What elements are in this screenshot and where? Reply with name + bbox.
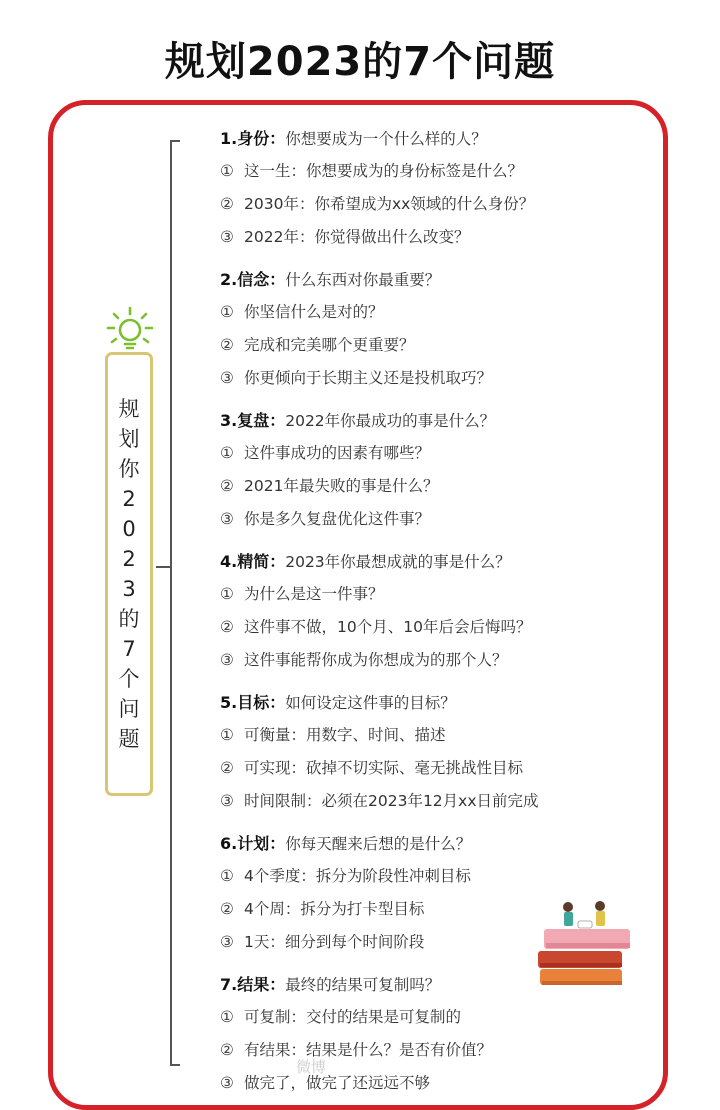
side-label-char: 你 bbox=[118, 457, 140, 481]
question-number: 4.精简： bbox=[220, 552, 286, 571]
sub-question-marker: ① bbox=[220, 444, 234, 462]
sub-question-text: 这件事不做，10个月、10年后会后悔吗？ bbox=[244, 618, 532, 636]
side-label-char: 7 bbox=[122, 637, 136, 661]
question-number: 6.计划： bbox=[220, 834, 286, 853]
sub-question bbox=[220, 1001, 660, 1034]
question-heading bbox=[220, 686, 660, 719]
sub-question-marker: ③ bbox=[220, 510, 234, 528]
sub-question bbox=[220, 719, 660, 752]
sub-question-marker: ② bbox=[220, 1041, 234, 1059]
side-label-char: 2 bbox=[122, 487, 136, 511]
sub-question-text: 这件事成功的因素有哪些？ bbox=[244, 444, 431, 462]
sub-question-marker: ③ bbox=[220, 228, 234, 246]
question-heading bbox=[220, 404, 660, 437]
question-text: 2023年你最想成就的事是什么？ bbox=[285, 553, 511, 571]
question-heading bbox=[220, 827, 660, 860]
sub-question bbox=[220, 785, 660, 818]
question-section bbox=[220, 545, 660, 677]
question-number: 5.目标： bbox=[220, 693, 286, 712]
side-label-char: 问 bbox=[118, 697, 140, 721]
sub-question-marker: ② bbox=[220, 195, 234, 213]
sub-question bbox=[220, 611, 660, 644]
sub-question bbox=[220, 578, 660, 611]
lightbulb-icon bbox=[106, 306, 154, 354]
sub-question-marker: ① bbox=[220, 162, 234, 180]
question-heading bbox=[220, 122, 660, 155]
question-number: 7.结果： bbox=[220, 975, 286, 994]
sub-question-marker: ② bbox=[220, 900, 234, 918]
question-section bbox=[220, 263, 660, 395]
sub-question-marker: ② bbox=[220, 477, 234, 495]
sub-question-text: 2022年：你觉得做出什么改变？ bbox=[244, 228, 470, 246]
sub-question bbox=[220, 470, 660, 503]
sub-question-text: 可衡量：用数字、时间、描述 bbox=[244, 726, 446, 744]
question-number: 3.复盘： bbox=[220, 411, 286, 430]
sub-question-text: 这一生：你想要成为的身份标签是什么？ bbox=[244, 162, 524, 180]
side-label-char: 划 bbox=[118, 427, 140, 451]
sub-question bbox=[220, 296, 660, 329]
sub-question-text: 时间限制：必须在2023年12月xx日前完成 bbox=[244, 792, 539, 810]
sub-question-text: 你更倾向于长期主义还是投机取巧？ bbox=[244, 369, 493, 387]
question-heading bbox=[220, 263, 660, 296]
sub-question-text: 2030年：你希望成为xx领域的什么身份？ bbox=[244, 195, 535, 213]
sub-question-text: 有结果：结果是什么？是否有价值？ bbox=[244, 1041, 493, 1059]
side-label-char: 题 bbox=[118, 727, 140, 751]
sub-question bbox=[220, 437, 660, 470]
sub-question-text: 这件事能帮你成为你想成为的那个人？ bbox=[244, 651, 508, 669]
question-section bbox=[220, 404, 660, 536]
sub-question-text: 可实现：砍掉不切实际、毫无挑战性目标 bbox=[244, 759, 524, 777]
question-number: 1.身份： bbox=[220, 129, 286, 148]
sub-question-marker: ③ bbox=[220, 933, 234, 951]
sub-question-marker: ② bbox=[220, 759, 234, 777]
sub-question-text: 你坚信什么是对的？ bbox=[244, 303, 384, 321]
question-text: 你每天醒来后想的是什么？ bbox=[285, 835, 472, 853]
books-illustration bbox=[534, 895, 634, 990]
sub-question-marker: ① bbox=[220, 585, 234, 603]
bracket-tick bbox=[156, 566, 170, 568]
question-section bbox=[220, 122, 660, 254]
sub-question-marker: ① bbox=[220, 867, 234, 885]
side-label-char: 3 bbox=[122, 577, 136, 601]
sub-question-marker: ③ bbox=[220, 792, 234, 810]
section-gap bbox=[220, 395, 660, 404]
page-title: 规划2023的7个问题 bbox=[164, 39, 556, 85]
sub-question-marker: ③ bbox=[220, 651, 234, 669]
sub-question-text: 可复制：交付的结果是可复制的 bbox=[244, 1008, 462, 1026]
sub-question-marker: ① bbox=[220, 1008, 234, 1026]
sub-question-text: 2021年最失败的事是什么？ bbox=[244, 477, 439, 495]
sub-question-text: 你是多久复盘优化这件事？ bbox=[244, 510, 431, 528]
sub-question bbox=[220, 329, 660, 362]
sub-question-text: 完成和完美哪个更重要？ bbox=[244, 336, 415, 354]
question-text: 你想要成为一个什么样的人？ bbox=[285, 130, 487, 148]
question-text: 2022年你最成功的事是什么？ bbox=[285, 412, 496, 430]
sub-question-marker: ① bbox=[220, 726, 234, 744]
question-text: 如何设定这件事的目标？ bbox=[285, 694, 456, 712]
section-gap bbox=[220, 677, 660, 686]
side-label-char: 的 bbox=[118, 607, 140, 631]
sub-question-text: 4个周：拆分为打卡型目标 bbox=[244, 900, 425, 918]
sub-question-marker: ② bbox=[220, 336, 234, 354]
side-label-char: 2 bbox=[122, 547, 136, 571]
sub-question bbox=[220, 860, 660, 893]
sub-question bbox=[220, 155, 660, 188]
sub-question-marker: ② bbox=[220, 618, 234, 636]
section-gap bbox=[220, 254, 660, 263]
sub-question bbox=[220, 752, 660, 785]
sub-question-text: 为什么是这一件事？ bbox=[244, 585, 384, 603]
bracket-line bbox=[170, 140, 180, 1066]
section-gap bbox=[220, 536, 660, 545]
sub-question bbox=[220, 644, 660, 677]
question-text: 最终的结果可复制吗？ bbox=[285, 976, 441, 994]
question-number: 2.信念： bbox=[220, 270, 286, 289]
side-label-char: 规 bbox=[118, 397, 140, 421]
sub-question-marker: ① bbox=[220, 303, 234, 321]
sub-question bbox=[220, 1034, 660, 1067]
side-vertical-label bbox=[105, 352, 153, 796]
sub-question bbox=[220, 1067, 660, 1100]
sub-question bbox=[220, 503, 660, 536]
sub-question-marker: ③ bbox=[220, 1074, 234, 1092]
question-text: 什么东西对你最重要？ bbox=[285, 271, 441, 289]
sub-question bbox=[220, 188, 660, 221]
section-gap bbox=[220, 818, 660, 827]
side-label-char: 个 bbox=[118, 667, 140, 691]
sub-question-text: 4个季度：拆分为阶段性冲刺目标 bbox=[244, 867, 471, 885]
sub-question-marker: ③ bbox=[220, 369, 234, 387]
sub-question-text: 做完了，做完了还远远不够 bbox=[244, 1074, 431, 1092]
sub-question bbox=[220, 221, 660, 254]
question-heading bbox=[220, 545, 660, 578]
watermark: 微博 bbox=[296, 1058, 327, 1076]
sub-question-text: 1天：细分到每个时间阶段 bbox=[244, 933, 425, 951]
question-section bbox=[220, 686, 660, 818]
sub-question bbox=[220, 362, 660, 395]
side-label-char: 0 bbox=[122, 517, 136, 541]
